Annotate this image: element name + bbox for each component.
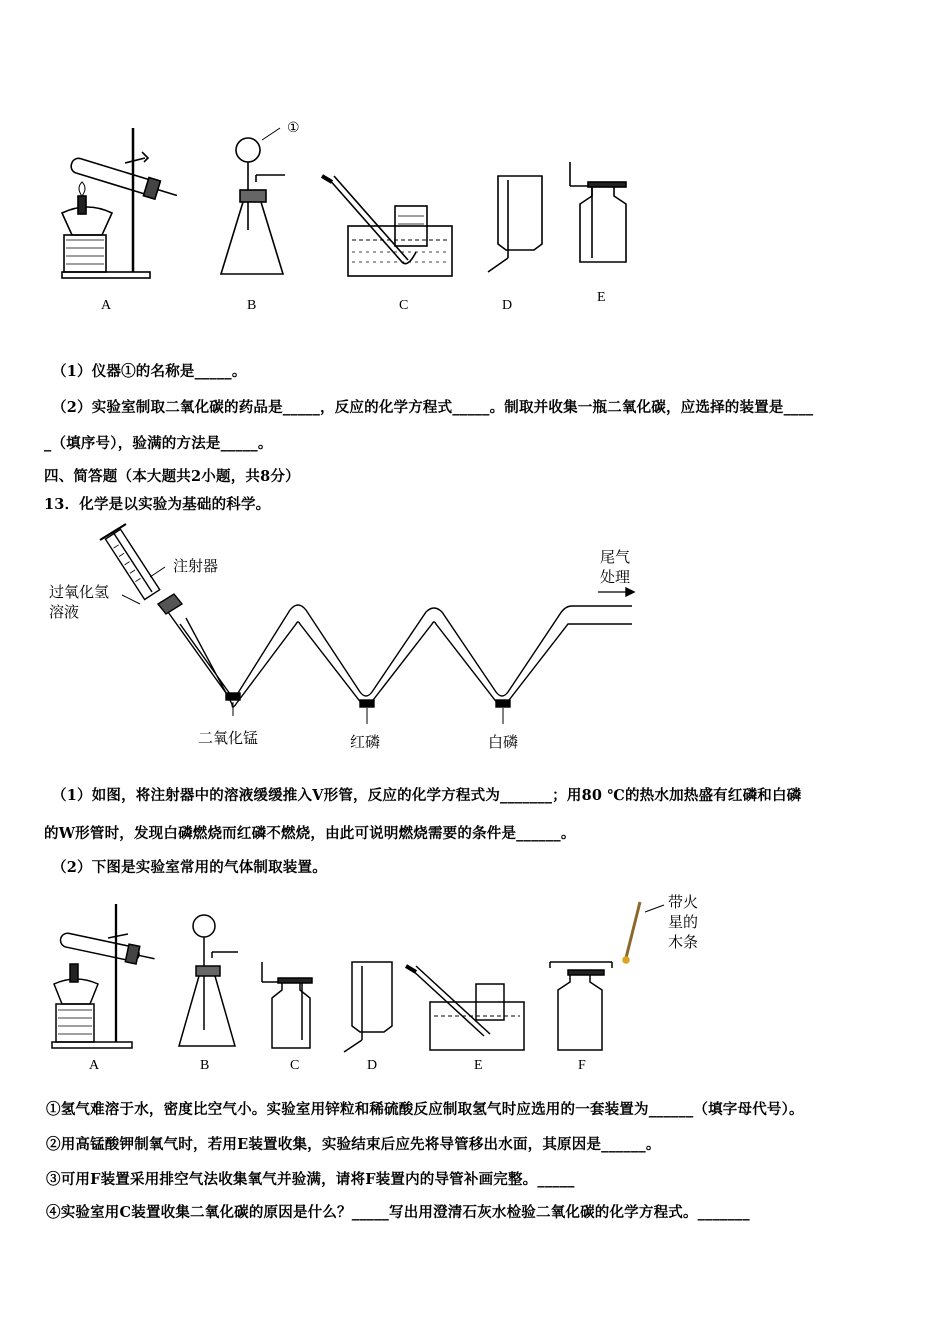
label-solution-1: 过氧化氢 xyxy=(49,583,110,601)
label2-c: C xyxy=(290,1058,300,1073)
label-solution-2: 溶液 xyxy=(49,603,80,621)
q12-line-1: （1）仪器①的名称是_____。 xyxy=(52,363,247,380)
label2-f: F xyxy=(578,1058,586,1073)
glowing-stick-drawing xyxy=(623,902,664,963)
label-c: C xyxy=(399,298,409,313)
label2-a: A xyxy=(89,1058,100,1073)
label-d: D xyxy=(502,298,513,313)
q13-item-2: ②用高锰酸钾制氧气时，若用E装置收集，实验结束后应先将导管移出水面，其原因是______。 xyxy=(46,1136,661,1153)
label-red-phosphorus: 红磷 xyxy=(350,733,381,751)
label-e: E xyxy=(597,290,606,305)
label-b: B xyxy=(247,298,257,313)
label-syringe: 注射器 xyxy=(173,557,219,575)
label2-e: E xyxy=(474,1058,483,1073)
apparatus-2-c-drawing xyxy=(262,962,312,1048)
q12-line-2: （2）实验室制取二氧化碳的药品是_____，反应的化学方程式_____。制取并收集一瓶二氧化碳，应选择的装置是____ xyxy=(52,399,814,416)
q13-item-4: ④实验室用C装置收集二氧化碳的原因是什么？_____写出用澄清石灰水检验二氧化碳的化学方程式。_______ xyxy=(46,1204,750,1221)
label-stick-3: 木条 xyxy=(668,933,699,951)
marker-1: ① xyxy=(287,121,300,136)
q13-item-1: ①氢气难溶于水，密度比空气小。实验室用锌粒和稀硫酸反应制取氢气时应选用的一套装置为______（填字母代号）。 xyxy=(46,1101,804,1118)
label-exhaust-2: 处理 xyxy=(600,568,631,586)
apparatus-2-a-drawing xyxy=(52,904,156,1048)
apparatus-2-f-drawing xyxy=(550,962,612,1050)
q12-line-3: _（填序号），验满的方法是_____。 xyxy=(44,435,273,452)
q13-part1-line1: （1）如图，将注射器中的溶液缓缓推入V形管，反应的化学方程式为_______；用80 ℃的热水加热盛有红磷和白磷 xyxy=(52,787,802,804)
apparatus-2-e-drawing xyxy=(406,966,524,1050)
section-heading: 四、简答题（本大题共2小题，共8分） xyxy=(44,468,300,485)
q13-item-3: ③可用F装置采用排空气法收集氧气并验满，请将F装置内的导管补画完整。_____ xyxy=(46,1171,575,1188)
label-a: A xyxy=(101,298,112,313)
label-stick-1: 带火 xyxy=(668,893,699,911)
q13-part2: （2）下图是实验室常用的气体制取装置。 xyxy=(52,859,327,876)
apparatus-2-d-drawing xyxy=(344,962,392,1052)
label-mno2: 二氧化锰 xyxy=(198,729,259,747)
label-stick-2: 星的 xyxy=(668,913,699,931)
label2-b: B xyxy=(200,1058,210,1073)
apparatus-2-b-drawing xyxy=(179,915,238,1046)
label-exhaust-1: 尾气 xyxy=(600,548,631,566)
label2-d: D xyxy=(367,1058,378,1073)
q13-title: 13．化学是以实验为基础的科学。 xyxy=(44,496,271,513)
label-white-phosphorus: 白磷 xyxy=(488,733,519,751)
q13-part1-line2: 的W形管时，发现白磷燃烧而红磷不燃烧，由此可说明燃烧需要的条件是______。 xyxy=(44,825,576,842)
